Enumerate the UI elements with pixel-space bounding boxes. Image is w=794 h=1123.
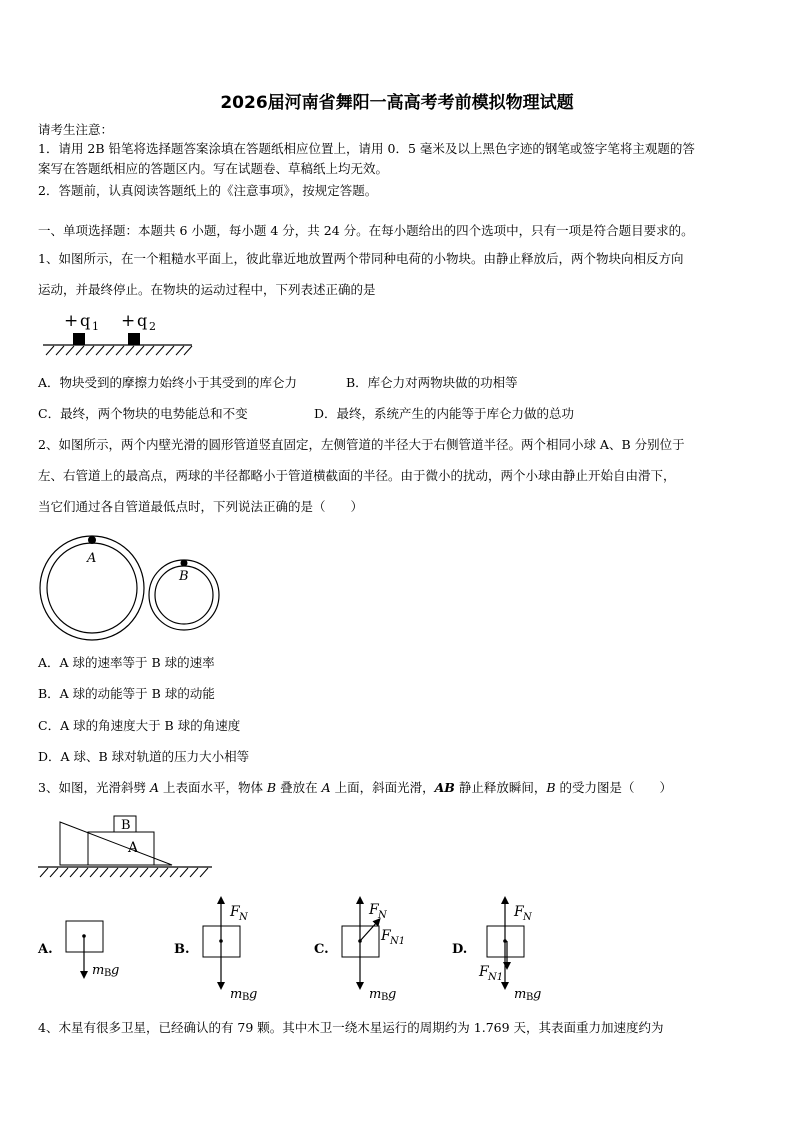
q2-stem-line-2: 左、右管道上的最高点，两球的半径都略小于管道横截面的半径。由于微小的扰动，两个小球由静止开始自由滑下， bbox=[38, 468, 676, 483]
label-a: A bbox=[87, 551, 97, 566]
q2-option-d: D．A 球、B 球对轨道的压力大小相等 bbox=[38, 749, 250, 764]
svg-text:m: m bbox=[92, 963, 105, 978]
svg-text:B: B bbox=[121, 818, 131, 833]
svg-text:+: + bbox=[121, 311, 136, 331]
force-diagram-c bbox=[314, 900, 405, 1003]
charge-q2-label bbox=[121, 311, 156, 333]
svg-text:g: g bbox=[111, 963, 120, 978]
q2-option-b: B．A 球的动能等于 B 球的动能 bbox=[38, 686, 215, 701]
ball-b bbox=[181, 560, 188, 567]
svg-text:N: N bbox=[378, 910, 387, 921]
svg-text:B: B bbox=[242, 992, 250, 1003]
q2-figure-circular-tubes bbox=[36, 534, 226, 644]
q3-stem: 3、如图，光滑斜劈 A 上表面水平，物体 B 叠放在 A 上面，斜面光滑，AB 静止释放瞬间，B 的受力图是（ ） bbox=[38, 780, 672, 795]
svg-text:q: q bbox=[80, 311, 91, 330]
svg-text:D.: D. bbox=[452, 942, 468, 957]
ground-hatching bbox=[46, 346, 192, 355]
q3-force-diagrams bbox=[30, 890, 560, 1008]
svg-text:C.: C. bbox=[314, 942, 329, 957]
q2-stem-line-3: 当它们通过各自管道最低点时，下列说法正确的是（ ） bbox=[38, 499, 364, 514]
page-title: 2026届河南省舞阳一高高考考前模拟物理试题 bbox=[220, 93, 574, 113]
notice-line-1b: 案写在答题纸相应的答题区内。写在试题卷、草稿纸上均无效。 bbox=[38, 161, 389, 176]
svg-text:1: 1 bbox=[92, 320, 99, 333]
svg-text:g: g bbox=[533, 987, 542, 1002]
q1-figure-charged-blocks bbox=[38, 306, 198, 358]
notice-line-2: 2．答题前，认真阅读答题纸上的《注意事项》，按规定答题。 bbox=[38, 183, 378, 198]
svg-text:q: q bbox=[137, 311, 148, 330]
q3-figure-wedge bbox=[36, 810, 216, 885]
svg-text:m: m bbox=[369, 987, 382, 1002]
svg-text:g: g bbox=[249, 987, 258, 1002]
force-diagram-b bbox=[174, 900, 257, 1003]
notice-heading: 请考生注意： bbox=[38, 122, 114, 137]
svg-text:2: 2 bbox=[149, 320, 156, 333]
svg-text:F: F bbox=[381, 928, 391, 944]
force-diagram-a bbox=[37, 921, 119, 979]
block-2 bbox=[128, 333, 140, 345]
block-1 bbox=[73, 333, 85, 345]
svg-text:B: B bbox=[526, 992, 534, 1003]
svg-text:F: F bbox=[514, 904, 524, 920]
svg-text:m: m bbox=[230, 987, 243, 1002]
q1-stem-line-2: 运动，并最终停止。在物块的运动过程中，下列表述正确的是 bbox=[38, 282, 376, 297]
q2-option-a: A．A 球的速率等于 B 球的速率 bbox=[38, 655, 215, 670]
svg-text:N1: N1 bbox=[390, 936, 406, 947]
notice-line-1a: 1．请用 2B 铅笔将选择题答案涂填在答题纸相应位置上，请用 0．5 毫米及以上黑色字迹的钢笔或签字笔将主观题的答 bbox=[38, 141, 695, 156]
svg-text:F: F bbox=[369, 902, 379, 918]
svg-text:F: F bbox=[479, 964, 489, 980]
q1-option-c: C．最终，两个物块的电势能总和不变 bbox=[38, 406, 248, 421]
q4-stem-line-1: 4、木星有很多卫星，已经确认的有 79 颗。其中木卫一绕木星运行的周期约为 1.769 天，其表面重力加速度约为 bbox=[38, 1020, 664, 1035]
ball-a bbox=[88, 536, 96, 544]
svg-text:B: B bbox=[104, 968, 112, 979]
q3-ground-hatching bbox=[40, 868, 208, 877]
label-b: B bbox=[179, 569, 189, 584]
svg-text:g: g bbox=[388, 987, 397, 1002]
charge-q1-label bbox=[64, 311, 99, 333]
svg-text:N: N bbox=[523, 912, 532, 923]
q2-option-c: C．A 球的角速度大于 B 球的角速度 bbox=[38, 718, 241, 733]
svg-text:N: N bbox=[239, 912, 248, 923]
q1-option-b: B．库仑力对两物块做的功相等 bbox=[346, 375, 518, 390]
q1-option-a: A．物块受到的摩擦力始终小于其受到的库仑力 bbox=[38, 375, 298, 390]
svg-text:B.: B. bbox=[174, 942, 190, 957]
svg-text:N1: N1 bbox=[488, 972, 504, 983]
force-diagram-d bbox=[452, 900, 541, 1003]
svg-text:m: m bbox=[514, 987, 527, 1002]
svg-text:B: B bbox=[381, 992, 389, 1003]
svg-text:F: F bbox=[230, 904, 240, 920]
svg-text:A.: A. bbox=[38, 942, 53, 957]
q1-stem-line-1: 1、如图所示，在一个粗糙水平面上，彼此靠近地放置两个带同种电荷的小物块。由静止释放后，两个物块向相反方向 bbox=[38, 251, 684, 266]
svg-text:+: + bbox=[64, 311, 79, 331]
section-heading: 一、单项选择题：本题共 6 小题，每小题 4 分，共 24 分。在每小题给出的四个选项中，只有一项是符合题目要求的。 bbox=[38, 223, 694, 238]
q2-stem-line-1: 2、如图所示，两个内壁光滑的圆形管道竖直固定，左侧管道的半径大于右侧管道半径。两个相同小球 A、B 分别位于 bbox=[38, 437, 685, 452]
q1-option-d: D．最终，系统产生的内能等于库仑力做的总功 bbox=[314, 406, 575, 421]
svg-text:A: A bbox=[128, 840, 139, 856]
